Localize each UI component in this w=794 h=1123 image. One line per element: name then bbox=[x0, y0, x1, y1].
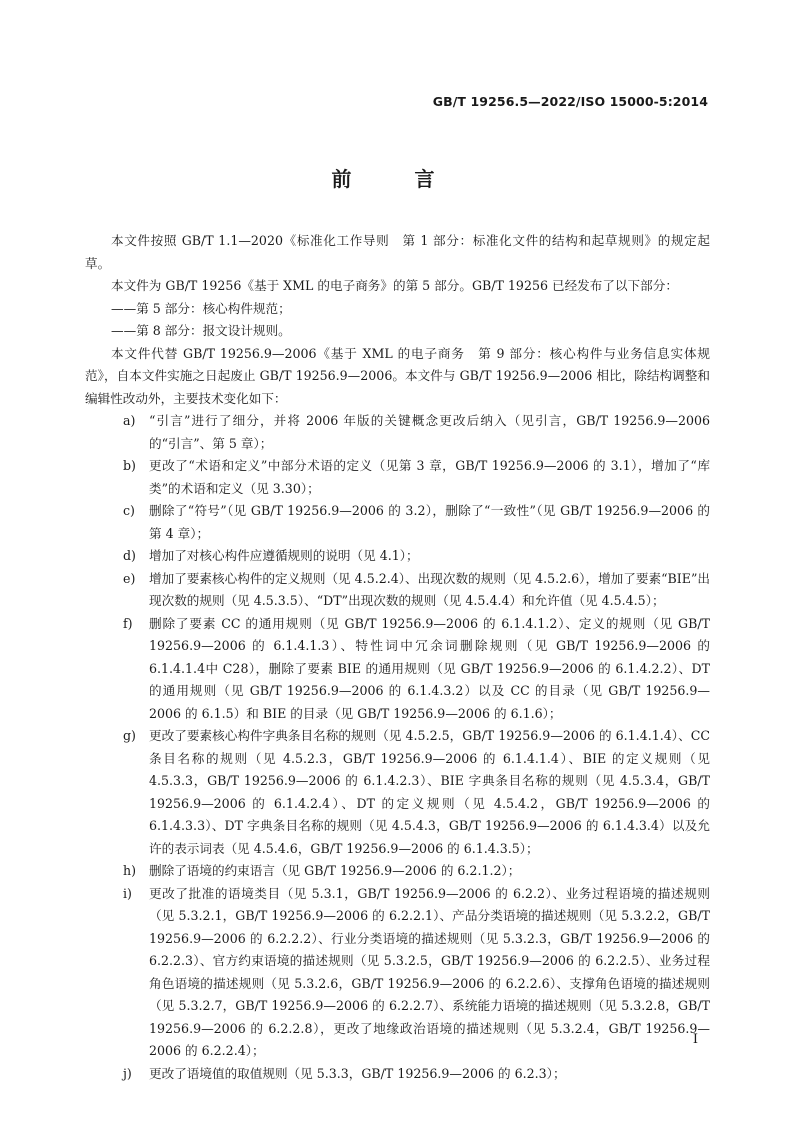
change-label: e) bbox=[123, 570, 136, 586]
change-label: j) bbox=[123, 1065, 132, 1081]
page-title: 前 言 bbox=[331, 167, 463, 191]
part-item: ——第 5 部分：核心构件规范； bbox=[111, 300, 291, 316]
change-label: c) bbox=[123, 503, 135, 518]
paragraph-series-parts: 本文件为 GB/T 19256《基于 XML 的电子商务》的第 5 部分。GB/T 19256 已经发布了以下部分： bbox=[111, 278, 678, 293]
change-text: 更改了要素核心构件字典条目名称的规则（见 4.5.2.5，GB/T 19256.9—2006 的 6.1.4.1.4）、CC 条目名称的规则（见 4.5.2.3，GB/T 19256.9—2006 的 6.1.4.1.4）、BIE 的定义规则（见 4.5.3.3，GB/T 19256.9—2006 的 6.1.4.2.3）、BIE 字典条目名称的规则（见 4.5.3.4，GB/T 19256.9—2006 的 6.1.4.2.4）、DT 的定义规则（见 4.5.4.2，GB/T 19256.9—2006 的 6.1.4.3.3）、DT 字典条目名称的规则（见 4.5.4.3，GB/T 19256.9—2006 的 6.1.4.3.4）以及允许的表示词表（见 4.5.4.6，GB/T 19256.9—2006 的 6.1.4.3.5）； bbox=[149, 728, 710, 856]
change-item bbox=[85, 455, 710, 500]
part-item: ——第 8 部分：报文设计规则。 bbox=[111, 323, 291, 338]
change-item bbox=[85, 500, 710, 545]
change-text: 更改了批准的语境类目（见 5.3.1，GB/T 19256.9—2006 的 6.2.2）、业务过程语境的描述规则（见 5.3.2.1，GB/T 19256.9—2006 的 6.2.2.1）、产品分类语境的描述规则（见 5.3.2.2，GB/T 19256.9—2006 的 6.2.2.2）、行业分类语境的描述规则（见 5.3.2.3，GB/T 19256.9—2006 的 6.2.2.3）、官方约束语境的描述规则（见 5.3.2.5，GB/T 19256.9—2006 的 6.2.2.5）、业务过程角色语境的描述规则（见 5.3.2.6，GB/T 19256.9—2006 的 6.2.2.6）、支撑角色语境的描述规则（见 5.3.2.7，GB/T 19256.9—2006 的 6.2.2.7）、系统能力语境的描述规则（见 5.3.2.8，GB/T 19256.9—2006 的 6.2.2.8），更改了地缘政治语境的描述规则（见 5.3.2.4，GB/T 19256.9—2006 的 6.2.2.4）； bbox=[149, 885, 710, 1058]
change-item bbox=[85, 410, 710, 455]
page-number: I bbox=[692, 1032, 698, 1047]
change-item bbox=[85, 860, 710, 883]
change-text: 更改了“术语和定义”中部分术语的定义（见第 3 章，GB/T 19256.9—2006 的 3.1），增加了“库类”的术语和定义（见 3.30）； bbox=[149, 458, 710, 496]
change-item bbox=[85, 545, 710, 568]
paragraph-replacement: 本文件代替 GB/T 19256.9—2006《基于 XML 的电子商务 第 9 部分：核心构件与业务信息实体规范》，自本文件实施之日起废止 GB/T 19256.9—2006。本文件与 GB/T 19256.9—2006 相比，除结构调整和编辑性改动外，主要技术变化如下： bbox=[85, 345, 710, 406]
change-text: 删除了“符号”（见 GB/T 19256.9—2006 的 3.2），删除了“一致性”（见 GB/T 19256.9—2006 的第 4 章）； bbox=[149, 503, 710, 541]
change-text: 更改了语境值的取值规则（见 5.3.3，GB/T 19256.9—2006 的 6.2.3）； bbox=[149, 1065, 566, 1081]
change-label: h) bbox=[123, 863, 137, 878]
change-item bbox=[85, 883, 710, 1063]
change-label: f) bbox=[123, 615, 133, 631]
change-label: g) bbox=[123, 728, 136, 743]
change-text: 增加了对核心构件应遵循规则的说明（见 4.1）； bbox=[149, 548, 419, 563]
change-text: 增加了要素核心构件的定义规则（见 4.5.2.4）、出现次数的规则（见 4.5.2.6），增加了要素“BIE”出现次数的规则（见 4.5.3.5）、“DT”出现次数的规则（见 4.5.4.4）和允许值（见 4.5.4.5）； bbox=[149, 570, 710, 608]
paragraph-drafting-rules: 本文件按照 GB/T 1.1—2020《标准化工作导则 第 1 部分：标准化文件的结构和起草规则》的规定起草。 bbox=[85, 233, 710, 271]
change-label: i) bbox=[123, 885, 132, 901]
changes-list bbox=[85, 410, 710, 1085]
standard-code: GB/T 19256.5—2022/ISO 15000-5:2014 bbox=[432, 94, 708, 109]
change-item bbox=[85, 1063, 710, 1086]
change-text: 删除了要素 CC 的通用规则（见 GB/T 19256.9—2006 的 6.1.4.1.2）、定义的规则（见 GB/T 19256.9—2006 的 6.1.4.1.3）、特性词中冗余词删除规则（见 GB/T 19256.9—2006 的 6.1.4.1.4中 C28），删除了要素 BIE 的通用规则（见 GB/T 19256.9—2006 的 6.1.4.2.2）、DT 的通用规则（见 GB/T 19256.9—2006 的 6.1.4.3.2）以及 CC 的目录（见 GB/T 19256.9—2006 的 6.1.5）和 BIE 的目录（见 GB/T 19256.9—2006 的 6.1.6）； bbox=[149, 615, 710, 721]
change-item bbox=[85, 725, 710, 860]
change-item bbox=[85, 613, 710, 726]
change-label: b) bbox=[123, 458, 136, 473]
change-item bbox=[85, 568, 710, 613]
change-label: d) bbox=[123, 548, 136, 563]
foreword-body bbox=[85, 230, 710, 1085]
change-text: “引言”进行了细分，并将 2006 年版的关键概念更改后纳入（见引言，GB/T 19256.9—2006 的“引言”、第 5 章）； bbox=[149, 413, 710, 451]
change-label: a) bbox=[123, 413, 136, 428]
change-text: 删除了语境的约束语言（见 GB/T 19256.9—2006 的 6.2.1.2）； bbox=[149, 863, 521, 878]
